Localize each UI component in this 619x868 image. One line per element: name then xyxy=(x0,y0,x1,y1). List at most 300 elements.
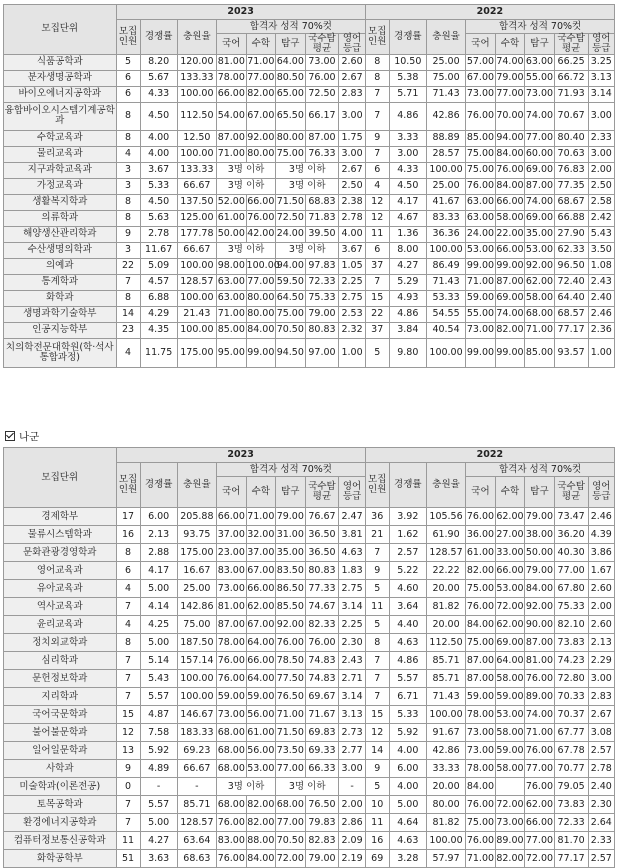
value-cell: 8 xyxy=(116,634,140,652)
value-cell: 82.00 xyxy=(246,796,276,814)
value-cell: 125.00 xyxy=(177,210,216,226)
value-cell: 3명 이하 xyxy=(276,778,339,796)
value-cell: 82.33 xyxy=(305,616,339,634)
value-cell: 80.00 xyxy=(426,796,465,814)
unit-name-cell: 가정교육과 xyxy=(4,178,117,194)
value-cell: 4.93 xyxy=(389,290,426,306)
value-cell: 59.00 xyxy=(246,688,276,706)
table-row xyxy=(4,274,615,290)
value-cell: 82.83 xyxy=(305,832,339,850)
value-cell: 77.17 xyxy=(554,850,588,868)
value-cell: 5 xyxy=(365,616,389,634)
value-cell: 24.00 xyxy=(466,226,496,242)
value-cell: 79.83 xyxy=(305,814,339,832)
column-header-inq: 탐구 xyxy=(276,477,306,508)
value-cell: 68.57 xyxy=(554,306,588,322)
table-row xyxy=(4,562,615,580)
value-cell: 2.77 xyxy=(339,742,365,760)
value-cell: 74.00 xyxy=(495,306,525,322)
value-cell: 98.00 xyxy=(217,258,247,274)
value-cell: 70.33 xyxy=(554,688,588,706)
value-cell: 66.00 xyxy=(495,242,525,258)
value-cell: 71.43 xyxy=(426,688,465,706)
value-cell: 100.00 xyxy=(177,670,216,688)
unit-name-cell: 화학공학부 xyxy=(4,850,117,868)
value-cell: 63.00 xyxy=(525,54,555,70)
value-cell: 84.00 xyxy=(466,616,496,634)
value-cell: 36 xyxy=(365,508,389,526)
value-cell: 3.64 xyxy=(389,598,426,616)
column-header-inq: 탐구 xyxy=(525,34,555,55)
value-cell: 66.67 xyxy=(177,760,216,778)
value-cell: 3 xyxy=(116,242,140,258)
value-cell: 72.40 xyxy=(554,274,588,290)
value-cell: 60.00 xyxy=(525,146,555,162)
value-cell: 63.00 xyxy=(217,290,247,306)
value-cell: 16.67 xyxy=(177,562,216,580)
value-cell: 4.00 xyxy=(339,226,365,242)
value-cell: 81.00 xyxy=(525,652,555,670)
value-cell: 11 xyxy=(365,598,389,616)
value-cell: 78.00 xyxy=(466,760,496,778)
value-cell: 2.33 xyxy=(588,130,614,146)
value-cell: 97.00 xyxy=(305,338,339,367)
value-cell: 37 xyxy=(365,322,389,338)
unit-name-cell: 컴퓨터정보통신공학과 xyxy=(4,832,117,850)
value-cell: 79.00 xyxy=(305,850,339,868)
value-cell: 73.83 xyxy=(554,634,588,652)
value-cell: 4.17 xyxy=(389,194,426,210)
value-cell: 4.33 xyxy=(140,86,177,102)
table-row xyxy=(4,178,615,194)
value-cell: 64.00 xyxy=(246,634,276,652)
value-cell: 100.00 xyxy=(426,338,465,367)
table-row xyxy=(4,146,615,162)
value-cell: 5.00 xyxy=(140,814,177,832)
value-cell: 6 xyxy=(116,562,140,580)
value-cell: 67.00 xyxy=(246,616,276,634)
value-cell: 3명 이하 xyxy=(217,178,276,194)
value-cell: 2.88 xyxy=(140,544,177,562)
value-cell: 100.00 xyxy=(177,688,216,706)
value-cell: 27.90 xyxy=(554,226,588,242)
table-row xyxy=(4,130,615,146)
value-cell: 77.00 xyxy=(525,130,555,146)
value-cell: 9 xyxy=(116,760,140,778)
value-cell: 5.57 xyxy=(140,796,177,814)
value-cell: 100.00 xyxy=(177,322,216,338)
value-cell: 5.57 xyxy=(140,688,177,706)
value-cell: 76.67 xyxy=(305,508,339,526)
value-cell: 7 xyxy=(365,652,389,670)
value-cell: 7 xyxy=(116,670,140,688)
value-cell: 5.92 xyxy=(389,724,426,742)
value-cell: 72.00 xyxy=(495,796,525,814)
value-cell: 87.00 xyxy=(525,634,555,652)
value-cell: 69.00 xyxy=(525,162,555,178)
value-cell: 83.00 xyxy=(217,832,247,850)
value-cell: 3.00 xyxy=(389,146,426,162)
value-cell: 62.00 xyxy=(525,274,555,290)
value-cell: 3 xyxy=(116,178,140,194)
value-cell: 59.00 xyxy=(466,688,496,706)
value-cell: 36.00 xyxy=(466,526,496,544)
value-cell: 4.25 xyxy=(140,616,177,634)
value-cell: 3.14 xyxy=(588,86,614,102)
value-cell: 4.60 xyxy=(389,580,426,598)
year-header-2022: 2022 xyxy=(365,448,614,463)
value-cell: 87.00 xyxy=(466,670,496,688)
column-header-math: 수학 xyxy=(246,477,276,508)
value-cell: 92.00 xyxy=(246,130,276,146)
value-cell: 88.89 xyxy=(426,130,465,146)
value-cell: 4.86 xyxy=(389,306,426,322)
value-cell: 3.14 xyxy=(339,688,365,706)
value-cell: 25.00 xyxy=(177,580,216,598)
value-cell: 67.80 xyxy=(554,580,588,598)
value-cell: 76.00 xyxy=(217,814,247,832)
value-cell: 3.00 xyxy=(339,760,365,778)
value-cell: 2.42 xyxy=(588,210,614,226)
value-cell: 66.00 xyxy=(217,86,247,102)
value-cell: 3 xyxy=(116,162,140,178)
value-cell: 79.00 xyxy=(305,306,339,322)
value-cell: 11.75 xyxy=(140,338,177,367)
value-cell: 8 xyxy=(116,130,140,146)
value-cell: 75.00 xyxy=(466,814,496,832)
value-cell: 32.00 xyxy=(246,526,276,544)
value-cell: 3.28 xyxy=(389,850,426,868)
value-cell: 85.71 xyxy=(426,670,465,688)
value-cell: 79.05 xyxy=(554,778,588,796)
value-cell: 77.00 xyxy=(495,86,525,102)
admissions-table-na xyxy=(3,447,615,868)
value-cell: 9 xyxy=(116,226,140,242)
value-cell: 2.57 xyxy=(588,850,614,868)
value-cell: 40.30 xyxy=(554,544,588,562)
value-cell: 79.00 xyxy=(276,508,306,526)
value-cell: 67.78 xyxy=(554,742,588,760)
value-cell: 3.92 xyxy=(389,508,426,526)
value-cell: 31.00 xyxy=(276,526,306,544)
value-cell: 85.00 xyxy=(525,338,555,367)
value-cell: 58.00 xyxy=(495,210,525,226)
value-cell: 66.17 xyxy=(305,102,339,130)
value-cell xyxy=(495,778,525,796)
value-cell: 2.00 xyxy=(588,598,614,616)
unit-name-cell: 바이오에너지공학과 xyxy=(4,86,117,102)
value-cell: 54.55 xyxy=(426,306,465,322)
value-cell: 2.13 xyxy=(140,526,177,544)
value-cell: 66.00 xyxy=(246,194,276,210)
value-cell: 40.54 xyxy=(426,322,465,338)
value-cell: 99.00 xyxy=(495,338,525,367)
value-cell: 71.50 xyxy=(276,724,306,742)
value-cell: 3.67 xyxy=(339,242,365,258)
value-cell: 93.57 xyxy=(554,338,588,367)
value-cell: 4.50 xyxy=(140,194,177,210)
value-cell: 3.13 xyxy=(339,706,365,724)
value-cell: 77.00 xyxy=(276,814,306,832)
value-cell: 76.00 xyxy=(305,70,339,86)
value-cell: 0 xyxy=(116,778,140,796)
unit-name-cell: 생명과학기술학부 xyxy=(4,306,117,322)
value-cell: 2.46 xyxy=(588,306,614,322)
value-cell: 69.23 xyxy=(177,742,216,760)
value-cell: 3.08 xyxy=(588,724,614,742)
value-cell: 5.38 xyxy=(389,70,426,86)
value-cell: 16 xyxy=(365,832,389,850)
value-cell: 76.00 xyxy=(525,778,555,796)
value-cell: 3명 이하 xyxy=(276,242,339,258)
value-cell: 80.83 xyxy=(305,322,339,338)
value-cell: 72.33 xyxy=(305,274,339,290)
table-row xyxy=(4,688,615,706)
unit-name-cell: 식품공학과 xyxy=(4,54,117,70)
value-cell: 53.00 xyxy=(525,242,555,258)
value-cell: 66.33 xyxy=(305,760,339,778)
unit-name-cell: 환경에너지공학과 xyxy=(4,814,117,832)
value-cell: 4.67 xyxy=(389,210,426,226)
value-cell: 69.67 xyxy=(305,688,339,706)
value-cell: 22 xyxy=(116,258,140,274)
column-header-kor: 국어 xyxy=(466,34,496,55)
value-cell: 80.00 xyxy=(276,130,306,146)
value-cell: 77.00 xyxy=(525,760,555,778)
year-header-2023: 2023 xyxy=(116,448,365,463)
value-cell: 5.57 xyxy=(389,670,426,688)
value-cell: 39.50 xyxy=(305,226,339,242)
column-header-inq: 탐구 xyxy=(525,477,555,508)
value-cell: 7 xyxy=(116,796,140,814)
value-cell: 57.97 xyxy=(426,850,465,868)
value-cell: 5.33 xyxy=(389,706,426,724)
value-cell: 100.00 xyxy=(177,290,216,306)
value-cell: 77.00 xyxy=(554,562,588,580)
value-cell: 42.86 xyxy=(426,742,465,760)
value-cell: 64.00 xyxy=(246,670,276,688)
value-cell: 6 xyxy=(365,162,389,178)
table-header xyxy=(4,5,615,55)
value-cell: 52.00 xyxy=(217,194,247,210)
value-cell: 72.33 xyxy=(554,814,588,832)
value-cell: 59.50 xyxy=(276,274,306,290)
column-header-comp: 경쟁률 xyxy=(140,463,177,508)
value-cell: 69 xyxy=(365,850,389,868)
value-cell: 94.50 xyxy=(276,338,306,367)
value-cell: 50.00 xyxy=(525,544,555,562)
value-cell: 66.00 xyxy=(217,508,247,526)
value-cell: 68.83 xyxy=(305,194,339,210)
table-row xyxy=(4,54,615,70)
value-cell: 2.25 xyxy=(339,616,365,634)
value-cell: 4.27 xyxy=(389,258,426,274)
value-cell: 8 xyxy=(116,194,140,210)
value-cell: 69.00 xyxy=(495,634,525,652)
value-cell: 8 xyxy=(365,70,389,86)
value-cell: 12 xyxy=(365,724,389,742)
value-cell: 73.00 xyxy=(466,742,496,760)
value-cell: 90.00 xyxy=(525,616,555,634)
value-cell: 57.00 xyxy=(466,54,496,70)
column-header-quota: 모집 인원 xyxy=(365,20,389,55)
value-cell: 84.00 xyxy=(495,178,525,194)
value-cell: 77.17 xyxy=(554,322,588,338)
value-cell: 5.67 xyxy=(140,70,177,86)
value-cell: 87.00 xyxy=(525,178,555,194)
column-header-eng: 영어 등급 xyxy=(588,477,614,508)
value-cell: 66.00 xyxy=(246,580,276,598)
table-row xyxy=(4,322,615,338)
value-cell: 63.00 xyxy=(466,210,496,226)
unit-name-cell: 화학과 xyxy=(4,290,117,306)
value-cell: 35.00 xyxy=(276,544,306,562)
unit-name-cell: 불어불문학과 xyxy=(4,724,117,742)
unit-name-cell: 문헌정보학과 xyxy=(4,670,117,688)
value-cell: 76.00 xyxy=(466,102,496,130)
value-cell: 5.14 xyxy=(140,652,177,670)
value-cell: 36.20 xyxy=(554,526,588,544)
column-header-kor: 국어 xyxy=(217,34,247,55)
value-cell: 2.78 xyxy=(140,226,177,242)
value-cell: 75.00 xyxy=(276,306,306,322)
value-cell: 76.00 xyxy=(466,796,496,814)
value-cell: 97.83 xyxy=(305,258,339,274)
value-cell: 21.43 xyxy=(177,306,216,322)
value-cell: 2.38 xyxy=(339,194,365,210)
value-cell: 75.00 xyxy=(466,634,496,652)
value-cell: 94.00 xyxy=(276,258,306,274)
value-cell: 3.86 xyxy=(588,544,614,562)
value-cell: 81.70 xyxy=(554,832,588,850)
value-cell: 82.00 xyxy=(495,850,525,868)
value-cell: 1.67 xyxy=(588,562,614,580)
value-cell: 42.86 xyxy=(426,102,465,130)
value-cell: 9.80 xyxy=(389,338,426,367)
value-cell: 4 xyxy=(116,338,140,367)
value-cell: 4.00 xyxy=(389,778,426,796)
table-body xyxy=(4,508,615,868)
value-cell: 7 xyxy=(365,86,389,102)
table-row xyxy=(4,86,615,102)
table-row xyxy=(4,796,615,814)
value-cell: 187.50 xyxy=(177,634,216,652)
value-cell: 2.19 xyxy=(339,850,365,868)
value-cell: 82.10 xyxy=(554,616,588,634)
column-header-eng: 영어 등급 xyxy=(339,34,365,55)
value-cell: 2.67 xyxy=(339,162,365,178)
table-row xyxy=(4,742,615,760)
value-cell: 85.71 xyxy=(426,652,465,670)
value-cell: 3.81 xyxy=(339,526,365,544)
value-cell: 27.00 xyxy=(495,526,525,544)
value-cell: 2.83 xyxy=(339,86,365,102)
value-cell: 5 xyxy=(365,778,389,796)
value-cell: 73.00 xyxy=(217,706,247,724)
value-cell: 59.00 xyxy=(217,688,247,706)
value-cell: 63.00 xyxy=(217,274,247,290)
value-cell: 96.50 xyxy=(554,258,588,274)
value-cell: 37.00 xyxy=(246,544,276,562)
value-cell: 14 xyxy=(365,742,389,760)
value-cell: 72.00 xyxy=(525,850,555,868)
value-cell: 128.57 xyxy=(426,544,465,562)
value-cell: 3명 이하 xyxy=(217,242,276,258)
value-cell: 33.00 xyxy=(495,544,525,562)
value-cell: 36.50 xyxy=(305,544,339,562)
value-cell: 75.00 xyxy=(426,70,465,86)
value-cell: 112.50 xyxy=(177,102,216,130)
value-cell: 16 xyxy=(116,526,140,544)
value-cell: 73.00 xyxy=(305,54,339,70)
value-cell: 205.88 xyxy=(177,508,216,526)
value-cell: 71.67 xyxy=(305,706,339,724)
table-row xyxy=(4,724,615,742)
value-cell: 80.00 xyxy=(246,146,276,162)
table-row xyxy=(4,832,615,850)
value-cell: 71.50 xyxy=(276,194,306,210)
value-cell: 12 xyxy=(365,194,389,210)
value-cell: 3명 이하 xyxy=(276,178,339,194)
column-header-cut70: 합격자 성적 70%컷 xyxy=(217,463,366,477)
value-cell: 71.83 xyxy=(305,210,339,226)
value-cell: 8 xyxy=(116,210,140,226)
value-cell: 75.00 xyxy=(466,146,496,162)
value-cell: 71.00 xyxy=(246,508,276,526)
value-cell: 62.00 xyxy=(525,796,555,814)
value-cell: 73.00 xyxy=(495,814,525,832)
value-cell: 68.00 xyxy=(276,796,306,814)
value-cell: 77.35 xyxy=(554,178,588,194)
unit-name-cell: 인공지능학부 xyxy=(4,322,117,338)
value-cell: 7 xyxy=(116,814,140,832)
value-cell: 7 xyxy=(365,274,389,290)
value-cell: 2.33 xyxy=(588,832,614,850)
unit-name-cell: 미술학과(이론전공) xyxy=(4,778,117,796)
value-cell: 2.75 xyxy=(339,290,365,306)
value-cell: 85.00 xyxy=(466,130,496,146)
value-cell: 12 xyxy=(365,210,389,226)
value-cell: 2.67 xyxy=(588,706,614,724)
unit-name-cell: 해양생산관리학과 xyxy=(4,226,117,242)
value-cell: 3.00 xyxy=(339,146,365,162)
column-header-math: 수학 xyxy=(246,34,276,55)
value-cell: 2.60 xyxy=(339,54,365,70)
unit-name-cell: 심리학과 xyxy=(4,652,117,670)
value-cell: 2.78 xyxy=(339,210,365,226)
value-cell: 76.50 xyxy=(276,688,306,706)
value-cell: 15 xyxy=(365,706,389,724)
value-cell: 99.00 xyxy=(466,258,496,274)
value-cell: 95.00 xyxy=(217,338,247,367)
value-cell: 59.00 xyxy=(495,688,525,706)
value-cell: 105.56 xyxy=(426,508,465,526)
value-cell: 100.00 xyxy=(177,258,216,274)
value-cell: 2.78 xyxy=(588,760,614,778)
value-cell: 2.30 xyxy=(588,796,614,814)
value-cell: 2.46 xyxy=(588,508,614,526)
value-cell: 74.67 xyxy=(305,598,339,616)
value-cell: 15 xyxy=(116,706,140,724)
value-cell: 7 xyxy=(365,544,389,562)
value-cell: 5.43 xyxy=(588,226,614,242)
value-cell: 55.00 xyxy=(466,306,496,322)
column-header-math: 수학 xyxy=(495,477,525,508)
value-cell: 80.83 xyxy=(305,562,339,580)
value-cell: 71.43 xyxy=(426,86,465,102)
table-row xyxy=(4,760,615,778)
value-cell: 1.83 xyxy=(339,562,365,580)
